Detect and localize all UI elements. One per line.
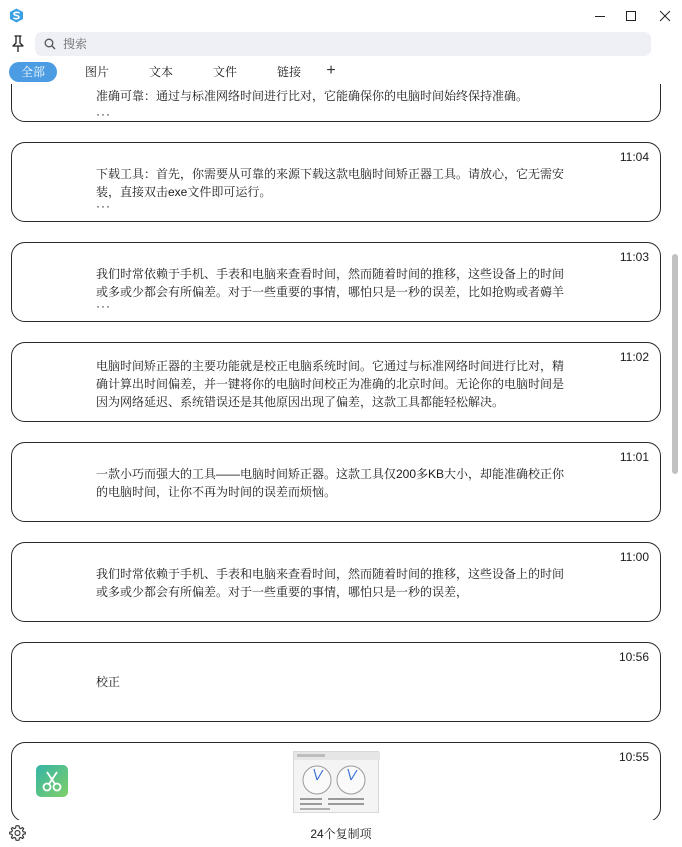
item-count: 24个复制项 — [310, 827, 372, 841]
clipboard-item[interactable] — [11, 242, 661, 322]
category-tabs — [0, 62, 682, 84]
clipboard-item[interactable] — [11, 84, 661, 122]
clipboard-item-image[interactable] — [11, 742, 661, 820]
clipboard-list — [0, 84, 668, 820]
close-icon[interactable] — [655, 6, 675, 26]
item-time: 11:03 — [619, 250, 649, 264]
item-time: 11:01 — [619, 450, 649, 464]
item-time: 11:04 — [619, 150, 649, 164]
item-ellipsis: ··· — [96, 107, 111, 121]
search-input[interactable] — [63, 34, 623, 54]
item-ellipsis: ··· — [96, 299, 111, 313]
footer — [0, 820, 682, 847]
add-tab-button[interactable]: + — [326, 62, 336, 79]
search-icon — [44, 38, 56, 50]
app-logo-icon — [9, 8, 24, 23]
item-ellipsis: ··· — [96, 199, 111, 213]
item-time: 10:55 — [618, 750, 649, 764]
title-bar — [0, 0, 682, 32]
maximize-icon[interactable] — [621, 6, 641, 26]
tab-all[interactable]: 全部 — [9, 62, 57, 82]
clipboard-item[interactable] — [11, 542, 661, 622]
tab-text[interactable]: 文本 — [148, 65, 173, 79]
tab-links[interactable]: 链接 — [276, 65, 301, 79]
clock-app-screenshot — [293, 751, 379, 813]
item-time: 10:56 — [618, 650, 649, 664]
search-box[interactable] — [35, 32, 651, 56]
item-text: 一款小巧而强大的工具——电脑时间矫正器。这款工具仅200多KB大小，却能准确校正你的电脑时间，让你不再为时间的误差而烦恼。 — [96, 467, 565, 499]
clipboard-item[interactable] — [11, 442, 661, 522]
item-text: 下载工具：首先，你需要从可靠的来源下载这款电脑时间矫正器工具。请放心，它无需安装，直接双击exe文件即可运行。 — [96, 167, 565, 199]
scroll-thumb[interactable] — [672, 254, 678, 474]
item-text: 校正 — [96, 675, 121, 689]
clipboard-item[interactable] — [11, 142, 661, 222]
item-text: 准确可靠：通过与标准网络时间进行比对，它能确保你的电脑时间始终保持准确。 — [96, 89, 529, 103]
item-text: 我们时常依赖于手机、手表和电脑来查看时间，然而随着时间的推移，这些设备上的时间或多或少都会有所偏差。对于一些重要的事情，哪怕只是一秒的误差，比如抢购或者薅羊 — [96, 267, 565, 299]
scissors-app-icon — [36, 765, 68, 797]
item-time: 11:02 — [619, 350, 649, 364]
item-time: 11:00 — [619, 550, 649, 564]
scrollbar[interactable] — [670, 84, 680, 820]
clipboard-item[interactable] — [11, 342, 661, 422]
clipboard-item[interactable] — [11, 642, 661, 722]
minimize-icon[interactable] — [590, 6, 610, 26]
item-text: 电脑时间矫正器的主要功能就是校正电脑系统时间。它通过与标准网络时间进行比对，精确计算出时间偏差，并一键将你的电脑时间校正为准确的北京时间。无论你的电脑时间是因为网络延迟、系统错误还是其他原因出现了偏差，这款工具都能轻松解决。 — [96, 359, 565, 409]
tab-images[interactable]: 图片 — [84, 65, 109, 79]
tab-files[interactable]: 文件 — [212, 65, 237, 79]
pin-icon[interactable] — [9, 34, 27, 54]
item-text: 我们时常依赖于手机、手表和电脑来查看时间，然而随着时间的推移，这些设备上的时间或多或少都会有所偏差。对于一些重要的事情，哪怕只是一秒的误差， — [96, 567, 565, 599]
